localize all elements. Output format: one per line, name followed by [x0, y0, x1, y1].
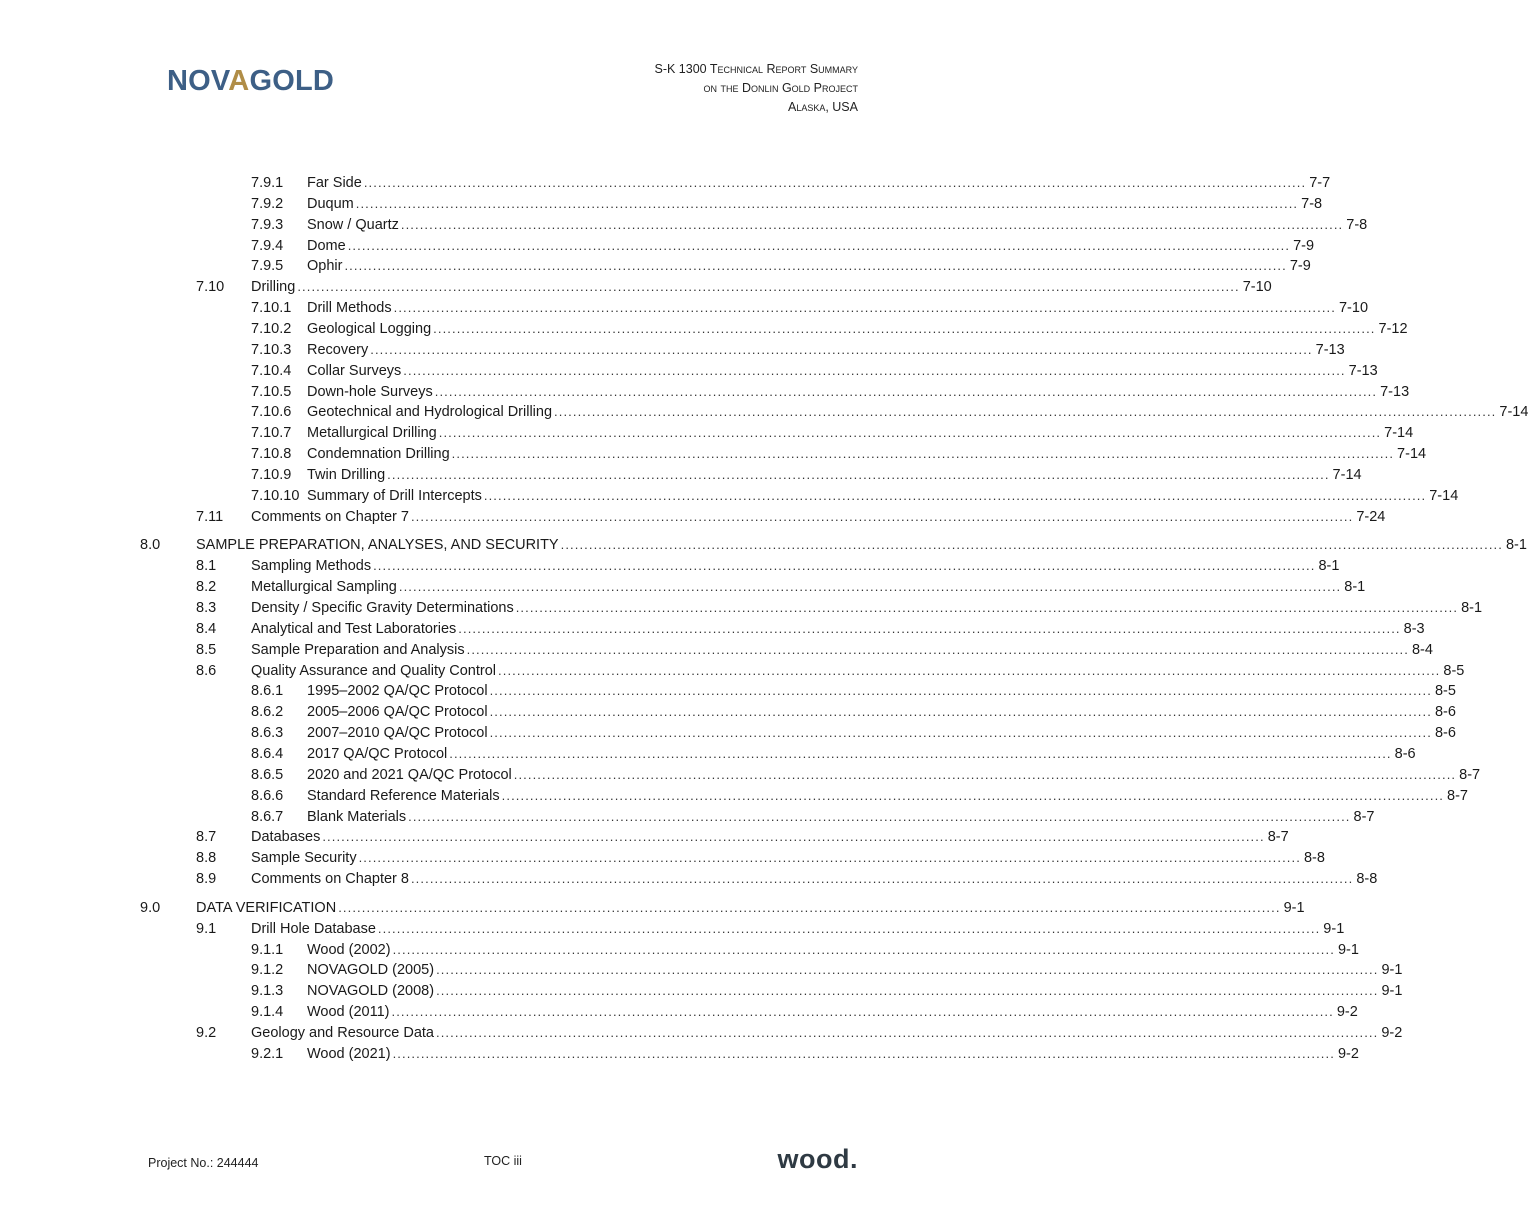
toc-entry[interactable] — [251, 939, 1359, 960]
toc-entry-number: 7.10.3 — [251, 341, 292, 358]
toc-entry-number: 8.6.7 — [251, 808, 284, 825]
toc-entry[interactable] — [251, 764, 1481, 785]
toc-leader-dots: ........................................................................................................................................................................................................ — [344, 258, 1287, 274]
toc-entry-page: 7-14 — [1429, 487, 1459, 504]
toc-entry[interactable] — [251, 743, 1416, 764]
toc-entry-page: 8-6 — [1434, 704, 1456, 721]
toc-leader-dots: ........................................................................................................................................................................................................ — [489, 683, 1432, 699]
toc-entry-number: 9.1.2 — [251, 962, 284, 979]
novagold-logo — [167, 64, 334, 98]
toc-leader-dots: ........................................................................................................................................................................................................ — [466, 641, 1409, 657]
toc-entry[interactable] — [251, 297, 1369, 318]
toc-entry[interactable] — [196, 639, 1433, 660]
toc-leader-dots: ........................................................................................................................................................................................................ — [489, 725, 1432, 741]
toc-entry[interactable] — [251, 360, 1378, 381]
toc-entry-number: 7.11 — [196, 508, 224, 525]
toc-entry-number: 7.9.5 — [251, 258, 284, 275]
toc-entry-number: 8.1 — [196, 558, 217, 575]
toc-leader-dots: ........................................................................................................................................................................................................ — [435, 1025, 1379, 1040]
toc-entry[interactable] — [251, 680, 1456, 701]
toc-entry-title: Recovery — [307, 341, 369, 358]
toc-entry-title: Summary of Drill Intercepts — [307, 487, 482, 504]
toc-entry[interactable] — [196, 826, 1289, 847]
toc-leader-dots: ........................................................................................................................................................................................................ — [515, 600, 1459, 615]
toc-entry-page: 7-24 — [1356, 508, 1386, 525]
toc-entry-page: 9-1 — [1337, 941, 1359, 958]
toc-leader-dots: ........................................................................................................................................................................................................ — [438, 425, 1382, 441]
toc-leader-dots: ........................................................................................................................................................................................................ — [403, 362, 1346, 378]
toc-entry-number: 7.10.5 — [251, 383, 292, 400]
toc-entry-page: 8-1 — [1461, 600, 1483, 616]
toc-entry-title: Quality Assurance and Quality Control — [251, 662, 497, 679]
report-title — [655, 60, 859, 117]
toc-entry-page: 7-13 — [1315, 341, 1345, 358]
toc-entry-number: 8.0 — [140, 537, 161, 554]
toc-entry-title: Sample Security — [251, 850, 357, 867]
toc-leader-dots: ........................................................................................................................................................................................................ — [436, 962, 1379, 978]
toc-leader-dots: ........................................................................................................................................................................................................ — [560, 537, 1503, 553]
toc-entry-page: 9-2 — [1336, 1004, 1358, 1021]
toc-entry-title: SAMPLE PREPARATION, ANALYSES, AND SECURITY — [196, 537, 559, 554]
toc-entry-number: 7.9.1 — [251, 175, 284, 191]
toc-entry-title: Twin Drilling — [307, 466, 386, 483]
toc-entry-page: 7-13 — [1380, 383, 1410, 400]
toc-entry[interactable] — [251, 235, 1315, 256]
toc-entry-title: Collar Surveys — [307, 362, 402, 379]
toc-leader-dots: ........................................................................................................................................................................................................ — [400, 216, 1344, 232]
toc-entry[interactable] — [251, 318, 1408, 339]
toc-leader-dots: ........................................................................................................................................................................................................ — [410, 508, 1354, 524]
toc-entry[interactable] — [251, 1001, 1358, 1022]
toc-leader-dots: ........................................................................................................................................................................................................ — [377, 920, 1321, 936]
toc-entry[interactable] — [196, 847, 1325, 868]
logo-text-post: GOLD — [249, 65, 335, 97]
toc-leader-dots: ........................................................................................................................................................................................................ — [449, 745, 1392, 761]
toc-entry-number: 8.6.5 — [251, 766, 284, 783]
toc-entry-title: 2017 QA/QC Protocol — [307, 745, 448, 762]
toc-entry-page: 9-2 — [1381, 1025, 1403, 1041]
toc-entry-title: Databases — [251, 829, 321, 846]
toc-entry-number: 7.10.10 — [251, 487, 300, 504]
toc-entry-title: Condemnation Drilling — [307, 446, 450, 463]
toc-entry[interactable] — [251, 785, 1468, 806]
toc-entry-number: 8.5 — [196, 641, 217, 658]
toc-entry-title: Drilling — [251, 279, 296, 296]
toc-entry-title: Drill Methods — [307, 300, 392, 317]
toc-entry-page: 7-13 — [1348, 362, 1378, 379]
toc-entry[interactable] — [251, 214, 1368, 235]
toc-entry-title: Wood (2002) — [307, 941, 391, 958]
toc-entry-title: Down-hole Surveys — [307, 383, 433, 400]
toc-entry-number: 9.1 — [196, 920, 217, 937]
toc-entry-title: Dome — [307, 237, 346, 254]
toc-entry-page: 9-1 — [1381, 962, 1403, 979]
toc-entry-number: 8.6.1 — [251, 683, 284, 700]
toc-entry-page: 8-5 — [1434, 683, 1456, 700]
toc-entry[interactable] — [196, 618, 1425, 639]
toc-entry[interactable] — [251, 193, 1323, 214]
toc-entry-page: 8-7 — [1447, 787, 1468, 804]
toc-entry[interactable] — [251, 485, 1459, 506]
toc-entry-number: 8.2 — [196, 579, 217, 596]
toc-entry[interactable] — [251, 806, 1375, 827]
toc-entry-number: 7.10.1 — [251, 300, 292, 317]
toc-leader-dots: ........................................................................................................................................................................................................ — [498, 662, 1441, 678]
toc-entry-title: Sampling Methods — [251, 558, 372, 575]
toc-entry-title: Wood (2021) — [307, 1045, 391, 1062]
toc-entry-number: 9.1.4 — [251, 1004, 284, 1021]
toc-leader-dots: ........................................................................................................................................................................................................ — [483, 487, 1427, 503]
toc-entry-number: 7.10 — [196, 279, 225, 296]
toc-entry-title: Comments on Chapter 8 — [251, 871, 409, 888]
toc-entry[interactable] — [251, 959, 1403, 980]
toc-entry[interactable] — [196, 660, 1465, 681]
toc-entry-page: 9-1 — [1323, 920, 1345, 937]
page-label: TOC iii — [484, 1154, 522, 1168]
toc-leader-dots: ........................................................................................................................................................................................................ — [458, 620, 1401, 636]
report-title-line2: on the Donlin Gold Project — [703, 81, 858, 95]
toc-leader-dots: ........................................................................................................................................................................................................ — [554, 404, 1497, 420]
toc-entry-page: 8-7 — [1353, 808, 1375, 825]
toc-leader-dots: ........................................................................................................................................................................................................ — [410, 871, 1354, 887]
toc-entry-number: 8.6.3 — [251, 725, 284, 742]
toc-entry-number: 9.2.1 — [251, 1045, 284, 1062]
toc-entry-number: 7.10.2 — [251, 320, 292, 337]
toc-entry-page: 9-1 — [1381, 983, 1403, 1000]
toc-entry-title: Sample Preparation and Analysis — [251, 641, 465, 658]
toc-entry[interactable] — [251, 464, 1362, 485]
toc-leader-dots: ........................................................................................................................................................................................................ — [392, 941, 1335, 957]
toc-entry-page: 7-14 — [1332, 466, 1362, 483]
toc-entry-title: Snow / Quartz — [307, 216, 399, 233]
toc-entry-number: 7.10.6 — [251, 404, 292, 421]
toc-leader-dots: ........................................................................................................................................................................................................ — [398, 579, 1342, 595]
toc-entry-title: 2005–2006 QA/QC Protocol — [307, 704, 488, 721]
toc-entry-number: 7.9.3 — [251, 216, 284, 233]
toc-entry[interactable] — [251, 401, 1528, 422]
toc-leader-dots: ........................................................................................................................................................................................................ — [347, 237, 1291, 253]
toc-entry[interactable] — [251, 381, 1410, 402]
toc-entry[interactable] — [196, 506, 1386, 527]
toc-entry[interactable] — [251, 443, 1427, 464]
toc-entry-page: 7-12 — [1378, 320, 1408, 337]
toc-entry[interactable] — [251, 980, 1403, 1001]
toc-entry-page: 7-14 — [1384, 425, 1414, 442]
toc-entry-page: 7-10 — [1242, 279, 1272, 296]
toc-entry-page: 8-4 — [1411, 641, 1433, 658]
toc-entry-title: Standard Reference Materials — [307, 787, 500, 804]
toc-entry[interactable] — [251, 255, 1311, 276]
logo-text-v: A — [228, 65, 250, 97]
toc-entry[interactable] — [251, 172, 1331, 193]
toc-entry-page: 7-14 — [1499, 404, 1528, 421]
toc-leader-dots: ........................................................................................................................................................................................................ — [451, 446, 1395, 462]
toc-entry-title: Geotechnical and Hydrological Drilling — [307, 404, 553, 421]
toc-leader-dots: ........................................................................................................................................................................................................ — [436, 983, 1379, 999]
toc-entry-title: 1995–2002 QA/QC Protocol — [307, 683, 488, 700]
toc-entry-number: 9.0 — [140, 899, 161, 916]
toc-entry-number: 8.4 — [196, 620, 217, 637]
toc-leader-dots: ........................................................................................................................................................................................................ — [355, 195, 1299, 211]
toc-entry-number: 9.1.3 — [251, 983, 284, 1000]
toc-leader-dots: ........................................................................................................................................................................................................ — [393, 300, 1336, 316]
toc-entry[interactable] — [140, 534, 1527, 555]
toc-entry[interactable] — [196, 576, 1366, 597]
project-number: Project No.: 244444 — [148, 1156, 259, 1170]
toc-entry-title: Comments on Chapter 7 — [251, 508, 409, 525]
toc-entry-page: 8-6 — [1434, 725, 1456, 742]
toc-leader-dots: ........................................................................................................................................................................................................ — [434, 383, 1378, 399]
toc-leader-dots: ........................................................................................................................................................................................................ — [408, 808, 1351, 824]
toc-entry-title: Wood (2011) — [307, 1004, 390, 1021]
toc-entry[interactable] — [251, 701, 1456, 722]
toc-entry[interactable] — [251, 1043, 1359, 1064]
toc-entry-page: 8-7 — [1459, 766, 1481, 783]
toc-leader-dots: ........................................................................................................................................................................................................ — [370, 341, 1313, 357]
wood-logo: wood. — [777, 1144, 858, 1174]
toc-entry-page: 8-6 — [1394, 745, 1416, 762]
toc-entry-title: NOVAGOLD (2005) — [307, 962, 435, 979]
toc-entry[interactable] — [251, 722, 1456, 743]
toc-entry[interactable] — [196, 597, 1483, 618]
toc-entry-title: Analytical and Test Laboratories — [251, 620, 457, 637]
toc-entry-number: 8.7 — [196, 829, 217, 846]
toc-entry[interactable] — [251, 339, 1345, 360]
toc-leader-dots: ........................................................................................................................................................................................................ — [373, 558, 1316, 574]
toc-leader-dots: ........................................................................................................................................................................................................ — [297, 279, 1240, 295]
toc-leader-dots: ........................................................................................................................................................................................................ — [392, 1045, 1335, 1061]
toc-leader-dots: ........................................................................................................................................................................................................ — [322, 829, 1265, 845]
toc-entry-page: 9-1 — [1283, 899, 1305, 916]
toc-leader-dots: ........................................................................................................................................................................................................ — [391, 1004, 1334, 1020]
toc-entry-title: Drill Hole Database — [251, 920, 376, 937]
toc-entry-page: 8-8 — [1303, 850, 1325, 867]
toc-entry[interactable] — [196, 1022, 1403, 1043]
toc-entry-title: Metallurgical Sampling — [251, 579, 397, 596]
toc-leader-dots: ........................................................................................................................................................................................................ — [387, 466, 1330, 482]
toc-entry-number: 8.3 — [196, 600, 217, 616]
toc-leader-dots: ........................................................................................................................................................................................................ — [433, 320, 1376, 336]
toc-entry[interactable] — [196, 555, 1340, 576]
toc-entry-number: 7.9.4 — [251, 237, 284, 254]
toc-entry-number: 8.9 — [196, 871, 217, 888]
toc-entry[interactable] — [196, 276, 1272, 297]
toc-entry-page: 9-2 — [1337, 1045, 1359, 1062]
toc-entry-title: Geology and Resource Data — [251, 1025, 434, 1041]
toc-entry-page: 7-9 — [1293, 237, 1315, 254]
toc-entry-number: 8.8 — [196, 850, 217, 867]
toc-entry-page: 8-5 — [1443, 662, 1465, 679]
toc-entry-number: 8.6.4 — [251, 745, 284, 762]
toc-entry-title: DATA VERIFICATION — [196, 899, 337, 916]
toc-entry-title: Duqum — [307, 195, 354, 212]
toc-entry-page: 7-10 — [1338, 300, 1369, 317]
toc-leader-dots: ........................................................................................................................................................................................................ — [489, 704, 1432, 720]
toc-leader-dots: ........................................................................................................................................................................................................ — [338, 899, 1281, 915]
toc-entry-number: 7.10.9 — [251, 466, 292, 483]
toc-entry-title: Geological Logging — [307, 320, 432, 337]
logo-text-pre: NOV — [167, 65, 229, 97]
toc-leader-dots: ........................................................................................................................................................................................................ — [358, 850, 1301, 866]
toc-entry-title: 2007–2010 QA/QC Protocol — [307, 725, 488, 742]
toc-entry[interactable] — [196, 918, 1345, 939]
report-title-line3: Alaska, USA — [787, 100, 858, 114]
toc-entry-page: 8-7 — [1267, 829, 1289, 846]
toc-entry-number: 7.10.7 — [251, 425, 292, 442]
toc-entry-number: 9.2 — [196, 1025, 217, 1041]
toc-entry-page: 7-8 — [1301, 195, 1323, 212]
toc-entry-number: 7.10.8 — [251, 446, 292, 463]
toc-entry-title: Density / Specific Gravity Determinations — [251, 600, 514, 616]
toc-entry-number: 8.6 — [196, 662, 217, 679]
toc-entry-page: 7-9 — [1289, 258, 1311, 275]
toc-leader-dots: ........................................................................................................................................................................................................ — [501, 787, 1445, 803]
toc-entry-title: Far Side — [307, 175, 362, 191]
toc-entry-page: 8-1 — [1505, 537, 1527, 554]
toc-leader-dots: ........................................................................................................................................................................................................ — [363, 175, 1307, 190]
toc-entry-page: 8-3 — [1403, 620, 1425, 637]
toc-entry-page: 7-7 — [1309, 175, 1331, 191]
toc-entry-title: Metallurgical Drilling — [307, 425, 437, 442]
toc-entry-title: Ophir — [307, 258, 343, 275]
toc-entry-page: 8-1 — [1344, 579, 1366, 596]
toc-entry-page: 8-1 — [1318, 558, 1340, 575]
toc-entry-number: 8.6.6 — [251, 787, 284, 804]
toc-entry-number: 9.1.1 — [251, 941, 284, 958]
toc-entry[interactable] — [140, 897, 1305, 918]
toc-entry-page: 7-8 — [1346, 216, 1368, 233]
toc-entry-title: Blank Materials — [307, 808, 407, 825]
toc-entry-number: 7.9.2 — [251, 195, 284, 212]
toc-entry[interactable] — [251, 422, 1414, 443]
toc-entry[interactable] — [196, 868, 1378, 889]
toc-entry-page: 7-14 — [1397, 446, 1427, 463]
toc-entry-page: 8-8 — [1356, 871, 1378, 888]
toc-entry-number: 8.6.2 — [251, 704, 284, 721]
toc-entry-number: 7.10.4 — [251, 362, 292, 379]
toc-leader-dots: ........................................................................................................................................................................................................ — [513, 766, 1457, 782]
toc-entry-title: 2020 and 2021 QA/QC Protocol — [307, 766, 512, 783]
toc-entry-title: NOVAGOLD (2008) — [307, 983, 435, 1000]
report-title-line1: S-K 1300 Technical Report Summary — [654, 62, 858, 76]
